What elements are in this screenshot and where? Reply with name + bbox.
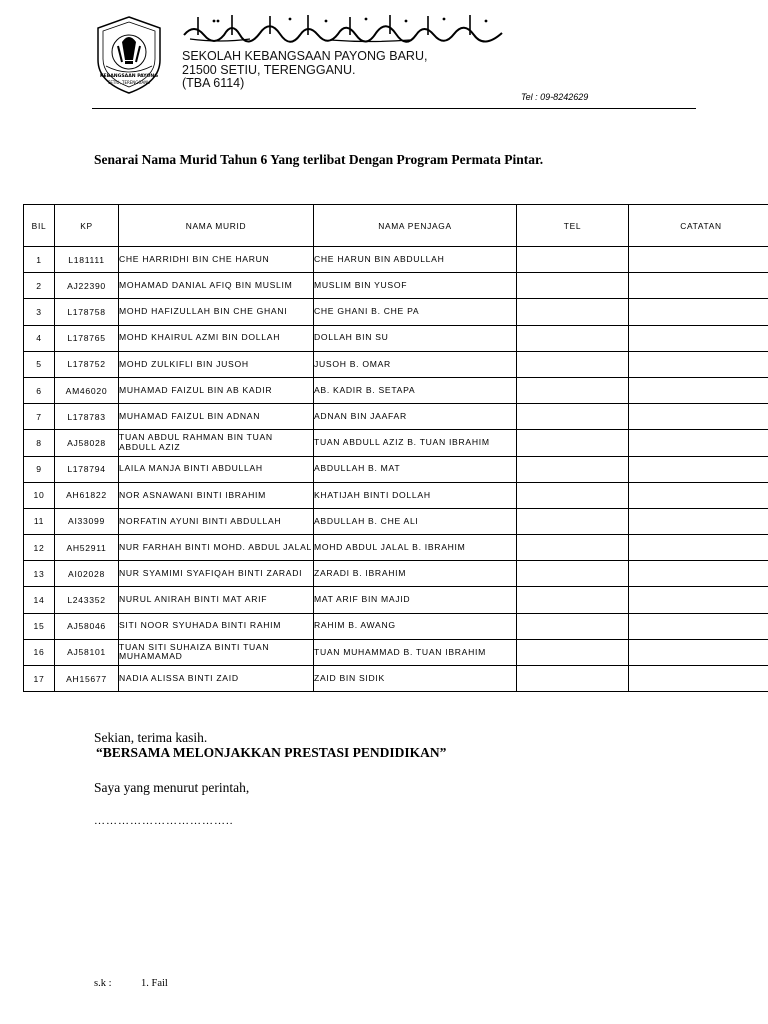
- table-row: [24, 273, 768, 299]
- cell-kp: AH52911: [55, 535, 119, 561]
- cell-bil: 7: [24, 404, 55, 430]
- cell-nama-murid: CHE HARRIDHI BIN CHE HARUN: [119, 247, 314, 273]
- svg-text:SETIU, TERENGGANU: SETIU, TERENGGANU: [107, 80, 151, 85]
- cell-catatan: [629, 666, 768, 692]
- table-row: [24, 482, 768, 508]
- cell-kp: AJ58101: [55, 639, 119, 665]
- cell-nama-murid: TUAN SITI SUHAIZA BINTI TUAN MUHAMAMAD: [119, 639, 314, 665]
- school-name: SEKOLAH KEBANGSAAN PAYONG BARU,: [182, 49, 428, 63]
- table-row: [24, 351, 768, 377]
- cell-kp: L178783: [55, 404, 119, 430]
- student-list-table: [23, 204, 768, 692]
- cell-nama-penjaga: ABDULLAH B. CHE ALI: [314, 508, 517, 534]
- header-nama-penjaga: NAMA PENJAGA: [314, 205, 517, 247]
- closing-saya: Saya yang menurut perintah,: [94, 780, 250, 795]
- table-row: [24, 299, 768, 325]
- cell-nama-murid: MUHAMAD FAIZUL BIN ADNAN: [119, 404, 314, 430]
- cell-tel: [517, 247, 629, 273]
- table-row: [24, 666, 768, 692]
- cell-bil: 10: [24, 482, 55, 508]
- sk-label: s.k :: [94, 978, 112, 989]
- closing-motto: “BERSAMA MELONJAKKAN PRESTASI PENDIDIKAN”: [96, 745, 447, 760]
- cell-nama-penjaga: MUSLIM BIN YUSOF: [314, 273, 517, 299]
- cell-nama-murid: NURUL ANIRAH BINTI MAT ARIF: [119, 587, 314, 613]
- school-code: (TBA 6114): [182, 76, 245, 90]
- cell-bil: 13: [24, 561, 55, 587]
- cell-nama-penjaga: JUSOH B. OMAR: [314, 351, 517, 377]
- cell-nama-murid: NORFATIN AYUNI BINTI ABDULLAH: [119, 508, 314, 534]
- cell-nama-penjaga: CHE GHANI B. CHE PA: [314, 299, 517, 325]
- table-row: [24, 508, 768, 534]
- header-catatan: CATATAN: [629, 205, 768, 247]
- cell-nama-murid: LAILA MANJA BINTI ABDULLAH: [119, 456, 314, 482]
- cell-catatan: [629, 482, 768, 508]
- svg-text:KEBANGSAAN PAYONG: KEBANGSAAN PAYONG: [100, 74, 158, 79]
- cell-nama-murid: MOHD KHAIRUL AZMI BIN DOLLAH: [119, 325, 314, 351]
- cell-nama-penjaga: MOHD ABDUL JALAL B. IBRAHIM: [314, 535, 517, 561]
- cell-catatan: [629, 639, 768, 665]
- cell-bil: 8: [24, 430, 55, 456]
- cell-kp: L181111: [55, 247, 119, 273]
- cell-bil: 6: [24, 377, 55, 403]
- cell-kp: L178765: [55, 325, 119, 351]
- cell-bil: 4: [24, 325, 55, 351]
- cell-nama-murid: MOHD HAFIZULLAH BIN CHE GHANI: [119, 299, 314, 325]
- table-row: [24, 535, 768, 561]
- table-row: [24, 456, 768, 482]
- cell-tel: [517, 613, 629, 639]
- cell-kp: AI02028: [55, 561, 119, 587]
- cell-bil: 2: [24, 273, 55, 299]
- cell-nama-penjaga: ABDULLAH B. MAT: [314, 456, 517, 482]
- table-row: [24, 613, 768, 639]
- cell-bil: 1: [24, 247, 55, 273]
- closing-thanks: Sekian, terima kasih.: [94, 730, 208, 745]
- table-row: [24, 430, 768, 456]
- cell-catatan: [629, 404, 768, 430]
- cell-nama-murid: NOR ASNAWANI BINTI IBRAHIM: [119, 482, 314, 508]
- header-divider: [92, 108, 696, 109]
- cell-nama-penjaga: MAT ARIF BIN MAJID: [314, 587, 517, 613]
- cell-bil: 15: [24, 613, 55, 639]
- cell-nama-murid: NUR FARHAH BINTI MOHD. ABDUL JALAL: [119, 535, 314, 561]
- cell-catatan: [629, 587, 768, 613]
- cell-tel: [517, 561, 629, 587]
- table-row: [24, 639, 768, 665]
- cell-kp: AH15677: [55, 666, 119, 692]
- sk-footer: [94, 978, 188, 989]
- jawi-calligraphy-school-name: [180, 13, 506, 43]
- cell-kp: L178752: [55, 351, 119, 377]
- cell-tel: [517, 377, 629, 403]
- cell-tel: [517, 587, 629, 613]
- cell-catatan: [629, 325, 768, 351]
- cell-nama-murid: NUR SYAMIMI SYAFIQAH BINTI ZARADI: [119, 561, 314, 587]
- cell-bil: 11: [24, 508, 55, 534]
- cell-nama-penjaga: DOLLAH BIN SU: [314, 325, 517, 351]
- cell-nama-murid: MUHAMAD FAIZUL BIN AB KADIR: [119, 377, 314, 403]
- cell-nama-penjaga: TUAN ABDULL AZIZ B. TUAN IBRAHIM: [314, 430, 517, 456]
- cell-nama-penjaga: TUAN MUHAMMAD B. TUAN IBRAHIM: [314, 639, 517, 665]
- sk-item: 1. Fail: [141, 978, 168, 989]
- cell-kp: L243352: [55, 587, 119, 613]
- cell-nama-murid: NADIA ALISSA BINTI ZAID: [119, 666, 314, 692]
- cell-catatan: [629, 535, 768, 561]
- cell-bil: 14: [24, 587, 55, 613]
- cell-catatan: [629, 561, 768, 587]
- table-header-row: [24, 205, 768, 247]
- cell-kp: AJ22390: [55, 273, 119, 299]
- cell-catatan: [629, 273, 768, 299]
- cell-kp: AJ58028: [55, 430, 119, 456]
- school-address-block: [182, 50, 427, 91]
- cell-nama-penjaga: CHE HARUN BIN ABDULLAH: [314, 247, 517, 273]
- header-kp: KP: [55, 205, 119, 247]
- cell-kp: AH61822: [55, 482, 119, 508]
- cell-kp: L178794: [55, 456, 119, 482]
- cell-tel: [517, 299, 629, 325]
- cell-nama-penjaga: RAHIM B. AWANG: [314, 613, 517, 639]
- cell-nama-penjaga: ADNAN BIN JAAFAR: [314, 404, 517, 430]
- school-crest-logo: [92, 14, 166, 96]
- cell-nama-penjaga: AB. KADIR B. SETAPA: [314, 377, 517, 403]
- document-title: Senarai Nama Murid Tahun 6 Yang terlibat Dengan Program Permata Pintar.: [94, 152, 544, 167]
- cell-tel: [517, 639, 629, 665]
- header-tel: TEL: [517, 205, 629, 247]
- cell-bil: 17: [24, 666, 55, 692]
- cell-tel: [517, 535, 629, 561]
- cell-catatan: [629, 377, 768, 403]
- cell-catatan: [629, 247, 768, 273]
- table-row: [24, 247, 768, 273]
- cell-catatan: [629, 351, 768, 377]
- cell-nama-penjaga: ZAID BIN SIDIK: [314, 666, 517, 692]
- cell-catatan: [629, 430, 768, 456]
- cell-nama-penjaga: ZARADI B. IBRAHIM: [314, 561, 517, 587]
- signature-line: ……………………………..: [94, 815, 234, 827]
- cell-catatan: [629, 613, 768, 639]
- cell-tel: [517, 404, 629, 430]
- cell-kp: AM46020: [55, 377, 119, 403]
- cell-nama-murid: SITI NOOR SYUHADA BINTI RAHIM: [119, 613, 314, 639]
- cell-tel: [517, 430, 629, 456]
- cell-nama-penjaga: KHATIJAH BINTI DOLLAH: [314, 482, 517, 508]
- cell-tel: [517, 273, 629, 299]
- cell-kp: L178758: [55, 299, 119, 325]
- header-nama-murid: NAMA MURID: [119, 205, 314, 247]
- cell-tel: [517, 482, 629, 508]
- cell-catatan: [629, 299, 768, 325]
- cell-catatan: [629, 508, 768, 534]
- school-address: 21500 SETIU, TERENGGANU.: [182, 62, 356, 77]
- table-row: [24, 587, 768, 613]
- cell-tel: [517, 508, 629, 534]
- cell-bil: 12: [24, 535, 55, 561]
- cell-tel: [517, 456, 629, 482]
- cell-kp: AI33099: [55, 508, 119, 534]
- cell-nama-murid: TUAN ABDUL RAHMAN BIN TUAN ABDULL AZIZ: [119, 430, 314, 456]
- cell-kp: AJ58046: [55, 613, 119, 639]
- cell-nama-murid: MOHAMAD DANIAL AFIQ BIN MUSLIM: [119, 273, 314, 299]
- table-row: [24, 561, 768, 587]
- table-row: [24, 404, 768, 430]
- cell-tel: [517, 666, 629, 692]
- table-row: [24, 325, 768, 351]
- cell-bil: 3: [24, 299, 55, 325]
- table-row: [24, 377, 768, 403]
- cell-bil: 16: [24, 639, 55, 665]
- cell-bil: 5: [24, 351, 55, 377]
- header-bil: BIL: [24, 205, 55, 247]
- cell-tel: [517, 325, 629, 351]
- school-telephone: Tel : 09-8242629: [521, 92, 589, 102]
- cell-nama-murid: MOHD ZULKIFLI BIN JUSOH: [119, 351, 314, 377]
- cell-catatan: [629, 456, 768, 482]
- cell-tel: [517, 351, 629, 377]
- cell-bil: 9: [24, 456, 55, 482]
